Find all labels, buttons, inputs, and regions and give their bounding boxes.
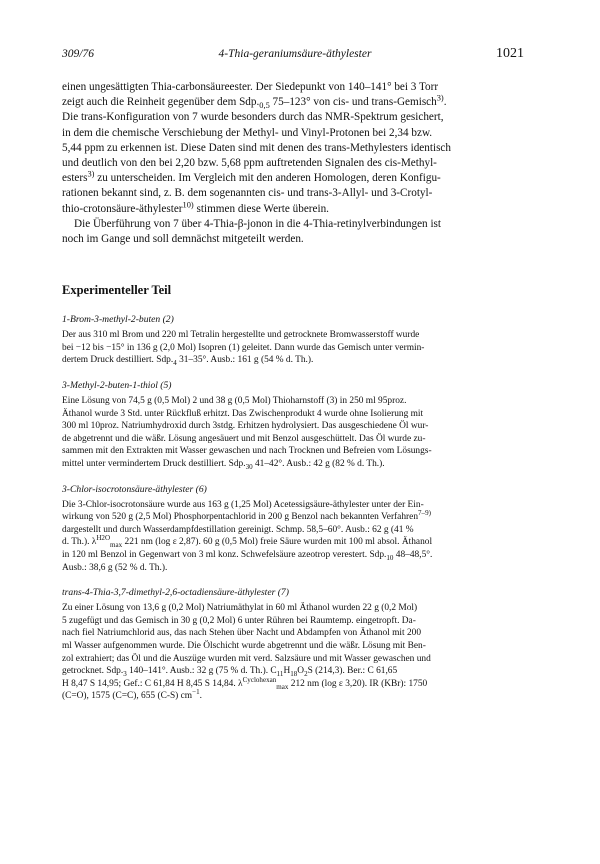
experiment-text: Zu einer Lösung von 13,6 g (0,2 Mol) Natriumäthylat in 60 ml Äthanol wurden 22 g (0,2 Mol) 5 zugefügt und das Gemisch in 30 g (0,2 Mol) 6 unter Rühren bei Raumtemp. eingetropft. Da- nach fiel Natriumchlorid aus, das nach Stehen über Nacht und Abdampfen von Äthanol mit 200 ml Wasser aufgenommen wurde. Die Ölschicht wurde abgetrennt und die wäßr. Lösung mit Ben- zol extrahiert; das Öl und die Auszüge wurden mit verd. Salzsäure und mit Wasser gewaschen und getrocknet. $Sdp._3$ 140–141°. Ausb.: 32 g (75 % d. Th.). $C_{11}H_{18}O_2S$ (214,3). Ber.: C 61,65 H 8,47 S 14,95; Gef.: C 61,84 H 8,45 S 14,84. $\lambda^{Cyclohexan}_{max}$ 212 nm (log ε 3,20). IR (KBr): 1750 (C=O), 1575 (C=C), 655 (C-S) $cm^{-1}$.	[62, 603, 431, 702]
journal-code: 309/76	[62, 48, 94, 60]
section-heading: Experimenteller Teil	[62, 283, 172, 298]
experiment-text: Eine Lösung von 74,5 g (0,5 Mol) 2 und 38 g (0,5 Mol) Thioharnstoff (3) in 250 ml 95proz. Äthanol wurde 3 Std. unter Rückfluß erhitzt. Das Zwischenprodukt 4 wurde ohne Isolierung mit 300 ml 10proz. Natriumhydroxid durch 3stdg. Erhitzen hydrolysiert. Das ausgeschiedene Öl wur- de abgetrennt und die wäßr. Lösung angesäuert und mit Benzol ausgeschüttelt. Das Öl wurde zu- sammen mit den Extrakten mit Wasser gewaschen und nach Trocknen und Befreien vom Lösungs- mittel unter vermindertem Druck destilliert. $Sdp._{30}$ 41–42°. Ausb.: 42 g (82 % d. Th.).	[62, 396, 432, 471]
page-number: 1021	[496, 46, 524, 61]
experiment-title: 1-Brom-3-methyl-2-buten (2)	[62, 314, 174, 326]
running-title: 4-Thia-geraniumsäure-äthylester	[218, 48, 372, 60]
intro-paragraph-1: einen ungesättigten Thia-carbonsäureester. Der Siedepunkt von 140–141° bei 3 Torr zeigt auch die Reinheit gegenüber dem $Sdp._{0,5}$ 75–123° von cis- und trans-Gemisch$^{3)}$. Die trans-Konfiguration von 7 wurde besonders durch das NMR-Spektrum gesichert, in dem die chemische Verschiebung der Methyl- und Vinyl-Protonen bei 2,34 bzw. 5,44 ppm zu erkennen ist. Diese Daten sind mit denen des trans-Methylesters identisch und deutlich von den bei 2,20 bzw. 5,68 ppm auftretenden Signalen des cis-Methyl- esters$^{3)}$ zu unterscheiden. Im Vergleich mit den anderen Homologen, deren Konfigu- rationen bekannt sind, z. B. dem sogenannten cis- und trans-3-Allyl- und 3-Crotyl- thio-crotonsäure-äthylester$^{10)}$ stimmen diese Werte überein.	[62, 81, 451, 215]
experiment-title: trans-4-Thia-3,7-dimethyl-2,6-octadiensäure-äthylester (7)	[62, 587, 289, 599]
experiment-text: Die 3-Chlor-isocrotonsäure wurde aus 163 g (1,25 Mol) Acetessigsäure-äthylester unter der Ein- wirkung von 520 g (2,5 Mol) Phosphorpentachlorid in 200 g Benzol nach bekannten Verfahren$^{7-9)}$ dargestellt und durch Wasserdampfdestillation gereinigt. Schmp. 58,5–60°. Ausb.: 62 g (41 % d. Th.). $\lambda^{H2O}_{max}$ 221 nm (log ε 2,87). 60 g (0,5 Mol) freie Säure wurden mit 100 ml absol. Äthanol in 120 ml Benzol in Gegenwart von 3 ml konz. Schwefelsäure azeotrop verestert. $Sdp._{10}$ 48–48,5°. Ausb.: 38,6 g (52 % d. Th.).	[62, 499, 433, 573]
experiment-title: 3-Chlor-isocrotonsäure-äthylester (6)	[62, 483, 207, 495]
experiment-text: Der aus 310 ml Brom und 220 ml Tetralin hergestellte und getrocknete Bromwasserstoff wurde bei −12 bis −15° in 136 g (2,0 Mol) Isopren (1) geleitet. Dann wurde das Gemisch unter vermin- dertem Druck destilliert. $Sdp._4$ 31–35°. Ausb.: 161 g (54 % d. Th.).	[62, 330, 425, 368]
running-header	[62, 46, 524, 72]
experiment-title: 3-Methyl-2-buten-1-thiol (5)	[62, 380, 172, 392]
intro-paragraph-2: Die Überführung von 7 über 4-Thia-β-jonon in die 4-Thia-retinylverbindungen ist noch im Gange und soll demnächst mitgeteilt werden.	[62, 217, 442, 246]
page	[62, 46, 524, 703]
